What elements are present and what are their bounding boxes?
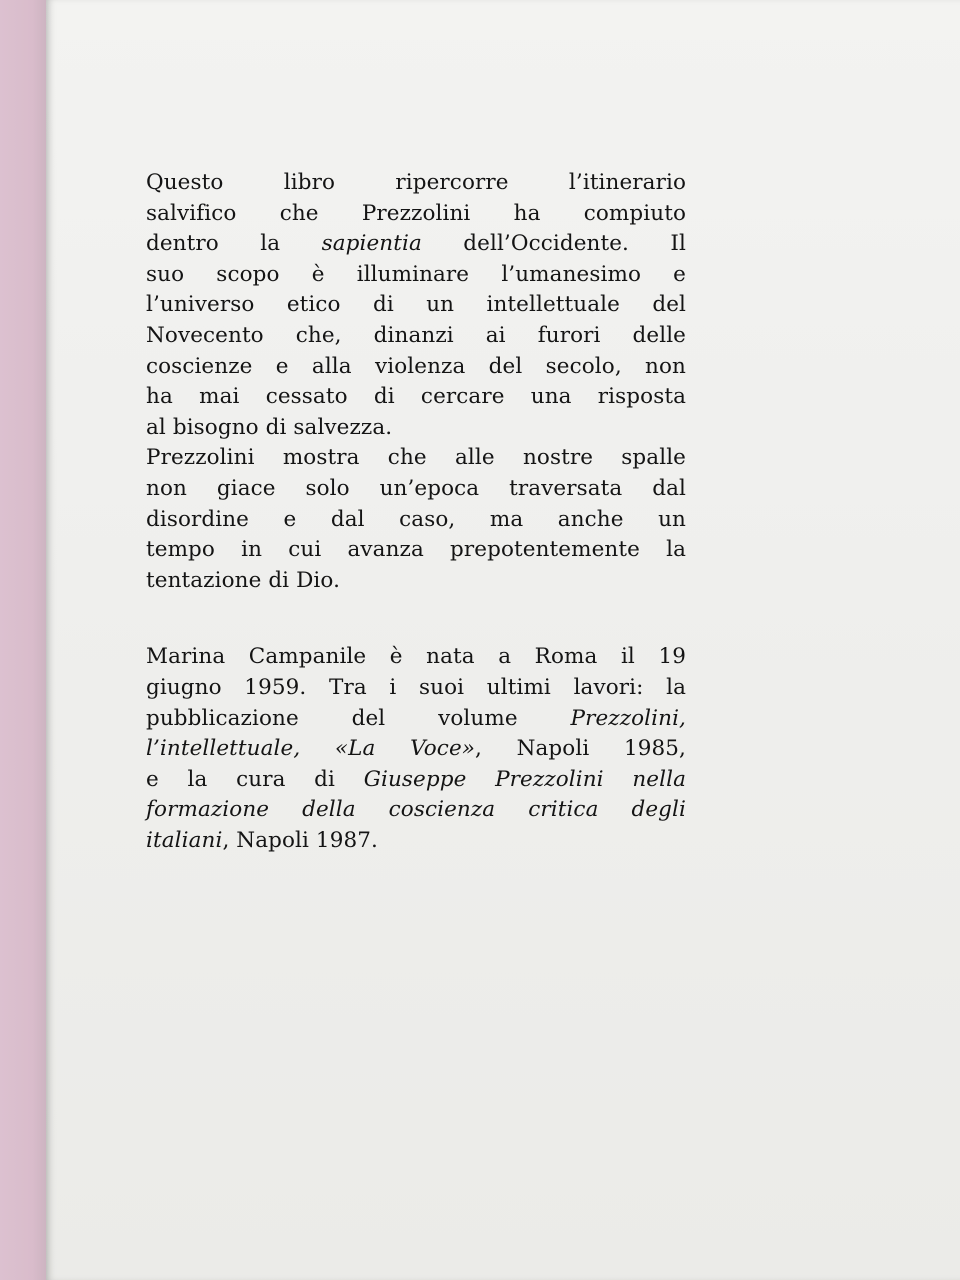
book-spine-edge [0, 0, 46, 1280]
text-run: dell’Occidente. Il [421, 231, 686, 257]
text-run: , Napoli 1985, [475, 736, 686, 762]
text-line [146, 229, 686, 260]
italic-title-run: Prezzolini, [570, 705, 686, 731]
text-line [146, 795, 686, 826]
text-line [146, 474, 686, 505]
text-line [146, 199, 686, 230]
text-run: l’universo etico di un intellettuale del [146, 292, 686, 318]
text-run: Marina Campanile è nata a Roma il 19 [146, 644, 686, 670]
text-run: salvifico che Prezzolini ha compiuto [146, 200, 686, 226]
text-line [146, 382, 686, 413]
text-run: tentazione di Dio. [146, 567, 341, 593]
text-run: dentro la [146, 231, 322, 257]
text-line [146, 765, 686, 796]
text-run: giugno 1959. Tra i suoi ultimi lavori: la [146, 674, 686, 700]
italic-title-run: italiani [146, 827, 223, 853]
blurb-text-block [146, 168, 686, 856]
text-line [146, 352, 686, 383]
italic-title-run: l’intellettuale, «La Voce» [146, 736, 476, 762]
italic-title-run: formazione della coscienza critica degli [146, 797, 686, 823]
text-line [146, 321, 686, 352]
text-line [146, 505, 686, 536]
text-line [146, 535, 686, 566]
text-run: coscienze e alla violenza del secolo, non [146, 353, 686, 379]
blurb-paragraph-1 [146, 168, 686, 443]
text-line [146, 413, 686, 444]
text-run: , Napoli 1987. [222, 827, 378, 853]
text-run: pubblicazione del volume [146, 705, 571, 731]
author-bio-paragraph [146, 642, 686, 856]
text-run: al bisogno di salvezza. [146, 414, 393, 440]
text-line [146, 704, 686, 735]
text-run: Questo libro ripercorre l’itinerario [146, 170, 686, 195]
italic-title-run: Giuseppe Prezzolini nella [363, 766, 686, 792]
text-line [146, 443, 686, 474]
text-line [146, 673, 686, 704]
text-line [146, 290, 686, 321]
text-run: Novecento che, dinanzi ai furori delle [146, 322, 686, 348]
blurb-paragraph-2 [146, 443, 686, 596]
text-line [146, 642, 686, 673]
text-run: Prezzolini mostra che alle nostre spalle [146, 445, 686, 471]
text-run: disordine e dal caso, ma anche un [146, 506, 686, 532]
text-run: suo scopo è illuminare l’umanesimo e [146, 261, 686, 287]
text-line [146, 826, 686, 857]
text-run: non giace solo un’epoca traversata dal [146, 475, 686, 501]
text-line [146, 260, 686, 291]
text-line [146, 168, 686, 199]
italic-title-run: sapientia [321, 231, 422, 257]
text-run: ha mai cessato di cercare una risposta [146, 384, 686, 410]
text-run: tempo in cui avanza prepotentemente la [146, 537, 686, 563]
text-line [146, 734, 686, 765]
back-cover-page [46, 0, 960, 1280]
paragraph-gap [146, 596, 686, 642]
text-line [146, 566, 686, 597]
text-run: e la cura di [146, 766, 364, 792]
